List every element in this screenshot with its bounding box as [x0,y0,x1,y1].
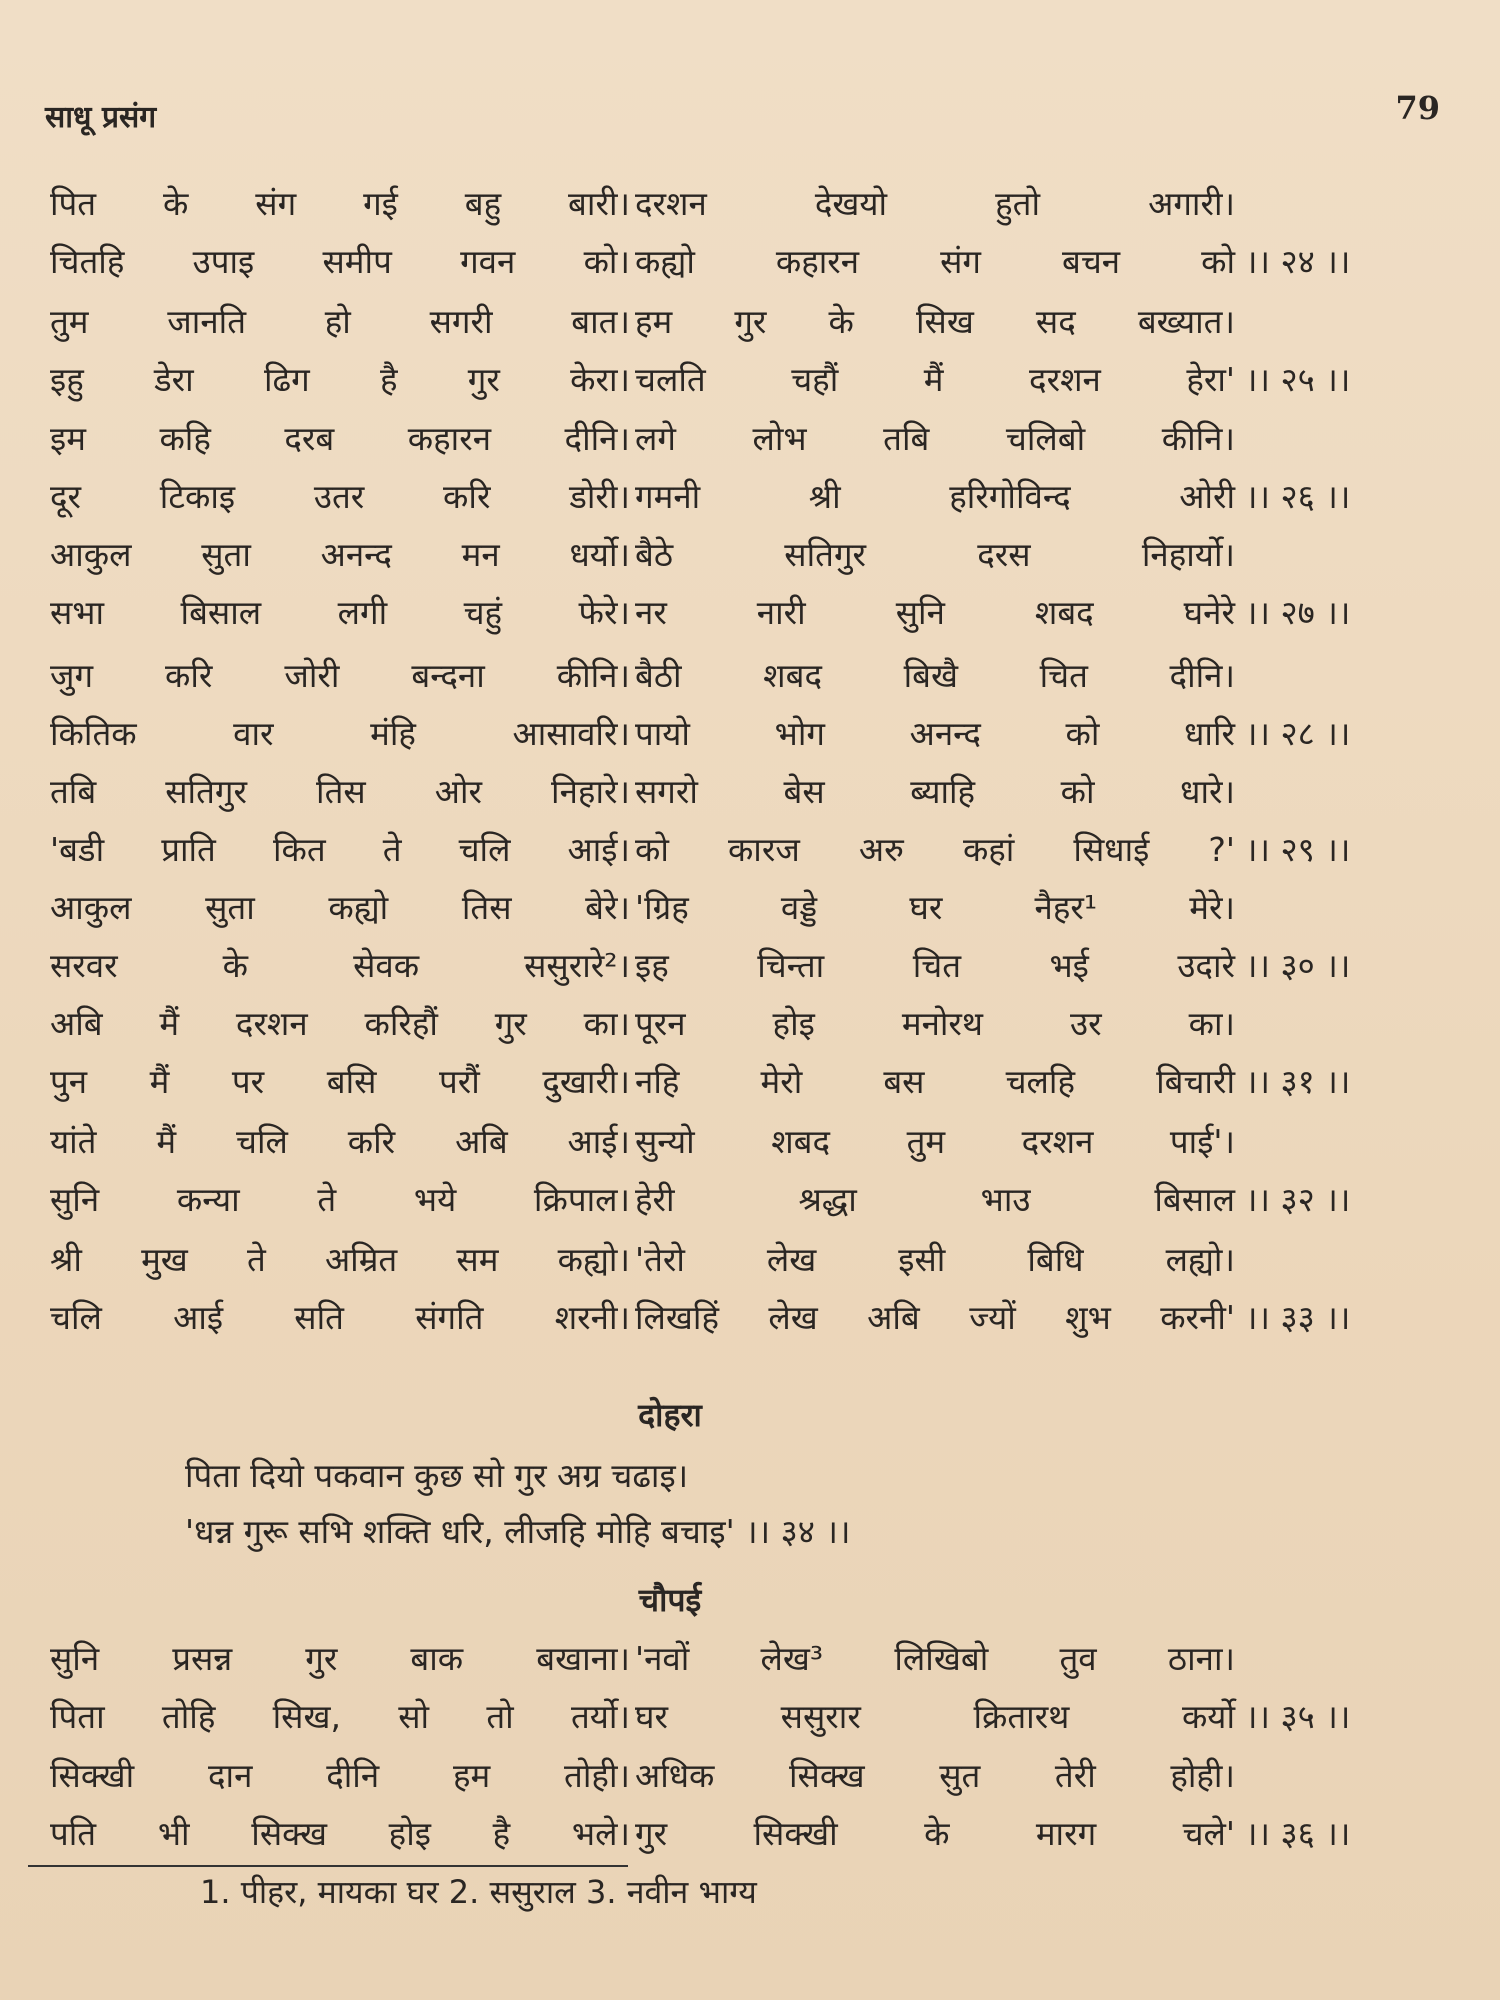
verse-line [50,768,1370,826]
verse-number: ।। २७ ।। [1245,593,1351,632]
verse-second-half: बैठे सतिगुर दरस निहार्यो। [635,535,1235,574]
verse-first-half: सुनि प्रसन्न गुर बाक बखाना। [50,1639,630,1678]
doha-block [185,1452,1235,1564]
chaupai-heading: चौपई [638,1581,702,1619]
verse-first-half: पित के संग गई बहु बारी। [50,184,630,223]
stanza [50,415,1370,647]
verse-line [50,826,1370,884]
verse-line [50,1058,1370,1116]
verse-number: ।। ३१ ।। [1245,1062,1351,1101]
verse-second-half: इह चिन्ता चित भई उदारे [635,946,1235,985]
verse-number: ।। ३२ ।। [1245,1180,1351,1219]
verse-first-half: पति भी सिक्ख होइ है भले। [50,1814,630,1853]
verse-line [50,1810,1370,1868]
verse-line [50,1693,1370,1751]
stanza [50,1635,1370,1751]
stanza [50,1118,1370,1234]
verse-number: ।। ३० ।। [1245,946,1351,985]
verse-first-half: सिक्खी दान दीनि हम तोही। [50,1756,630,1795]
verse-number: ।। २४ ।। [1245,242,1351,281]
verse-line [50,1294,1370,1352]
verse-line [50,298,1370,356]
verse-first-half: आकुल सुता कह्यो तिस बेरे। [50,888,630,927]
verse-first-half: पुन मैं पर बसि परौं दुखारी। [50,1062,630,1101]
verse-first-half: सुनि कन्या ते भये क्रिपाल। [50,1180,630,1219]
verse-number: ।। २८ ।। [1245,714,1351,753]
verse-first-half: अबि मैं दरशन करिहौं गुर का। [50,1004,630,1043]
verse-second-half: गुर सिक्खी के मारग चले' [635,1814,1235,1853]
verse-second-half: दरशन देखयो हुतो अगारी। [635,184,1235,223]
verse-number: ।। २६ ।। [1245,477,1351,516]
verse-first-half: चलि आई सति संगति शरनी। [50,1298,630,1337]
verse-line [50,942,1370,1000]
verse-second-half: सुन्यो शबद तुम दरशन पाई'। [635,1122,1235,1161]
verse-second-half: लिखहिं लेख अबि ज्यों शुभ करनी' [635,1298,1235,1337]
page-number: 79 [1395,89,1440,127]
verse-second-half: नहि मेरो बस चलहि बिचारी [635,1062,1235,1101]
verse-second-half: नर नारी सुनि शबद घनेरे [635,593,1235,632]
verse-line [50,589,1370,647]
verse-first-half: इम कहि दरब कहारन दीनि। [50,419,630,458]
verse-first-half: आकुल सुता अनन्द मन धर्यो। [50,535,630,574]
doha-line: पिता दियो पकवान कुछ सो गुर अग्र चढाइ। [185,1456,689,1495]
verse-second-half: बैठी शबद बिखै चित दीनि। [635,656,1235,695]
verse-first-half: दूर टिकाइ उतर करि डोरी। [50,477,630,516]
verse-line [50,356,1370,414]
verse-first-half: सभा बिसाल लगी चहुं फेरे। [50,593,630,632]
verse-line [50,531,1370,589]
verse-line [50,473,1370,531]
verse-line [50,1752,1370,1810]
verse-second-half: 'नवों लेख³ लिखिबो तुव ठाना। [635,1639,1235,1678]
verse-line [50,652,1370,710]
verse-second-half: अधिक सिक्ख सुत तेरी होही। [635,1756,1235,1795]
verse-second-half: सगरो बेस ब्याहि को धारे। [635,772,1235,811]
doha-heading: दोहरा [638,1396,702,1434]
verse-line [50,884,1370,942]
verse-second-half: चलति चहौं मैं दरशन हेरा' [635,360,1235,399]
verse-line [50,415,1370,473]
verse-line [50,1176,1370,1234]
verse-first-half: श्री मुख ते अम्रित सम कह्यो। [50,1240,630,1279]
stanza [50,298,1370,414]
verse-second-half: को कारज अरु कहां सिधाई ?' [635,830,1235,869]
stanza [50,180,1370,296]
verse-number: ।। ३६ ।। [1245,1814,1351,1853]
verse-line [50,238,1370,296]
verse-line [50,1118,1370,1176]
verse-second-half: पूरन होइ मनोरथ उर का। [635,1004,1235,1043]
page-header [45,89,1440,135]
verse-second-half: गमनी श्री हरिगोविन्द ओरी [635,477,1235,516]
verse-second-half: कह्यो कहारन संग बचन को [635,242,1235,281]
verse-second-half: हम गुर के सिख सद बख्यात। [635,302,1235,341]
verse-second-half: लगे लोभ तबि चलिबो कीनि। [635,419,1235,458]
verse-number: ।। २९ ।। [1245,830,1351,869]
verse-number: ।। २५ ।। [1245,360,1351,399]
stanza [50,1752,1370,1868]
verse-second-half: 'ग्रिह वड्डे घर नैहर¹ मेरे। [635,888,1235,927]
verse-line [50,710,1370,768]
stanza [50,1236,1370,1352]
stanza [50,652,1370,1000]
verse-first-half: इहु डेरा ढिग है गुर केरा। [50,360,630,399]
verse-second-half: घर ससुरार क्रितारथ कर्यो [635,1697,1235,1736]
footnote-rule [28,1865,628,1867]
verse-first-half: पिता तोहि सिख, सो तो तर्यो। [50,1697,630,1736]
stanza [50,1000,1370,1116]
footnotes: 1. पीहर, मायका घर 2. ससुराल 3. नवीन भाग्य [200,1873,757,1911]
verse-first-half: चितहि उपाइ समीप गवन को। [50,242,630,281]
verse-number: ।। ३५ ।। [1245,1697,1351,1736]
verse-first-half: यांते मैं चलि करि अबि आई। [50,1122,630,1161]
verse-line [50,1000,1370,1058]
verse-line [50,1635,1370,1693]
verse-line [50,1236,1370,1294]
verse-first-half: तबि सतिगुर तिस ओर निहारे। [50,772,630,811]
verse-first-half: कितिक वार मंहि आसावरि। [50,714,630,753]
verse-first-half: सरवर के सेवक ससुरारे²। [50,946,630,985]
verse-second-half: 'तेरो लेख इसी बिधि लह्यो। [635,1240,1235,1279]
verse-second-half: पायो भोग अनन्द को धारि [635,714,1235,753]
verse-line [50,180,1370,238]
running-title: साधू प्रसंग [45,100,157,135]
verse-number: ।। ३३ ।। [1245,1298,1351,1337]
doha-line: 'धन्न गुरू सभि शक्ति धरि, लीजहि मोहि बचाइ' ।। ३४ ।। [185,1512,851,1551]
verse-first-half: जुग करि जोरी बन्दना कीनि। [50,656,630,695]
verse-first-half: 'बडी प्राति कित ते चलि आई। [50,830,630,869]
verse-second-half: हेरी श्रद्धा भाउ बिसाल [635,1180,1235,1219]
verse-first-half: तुम जानति हो सगरी बात। [50,302,630,341]
